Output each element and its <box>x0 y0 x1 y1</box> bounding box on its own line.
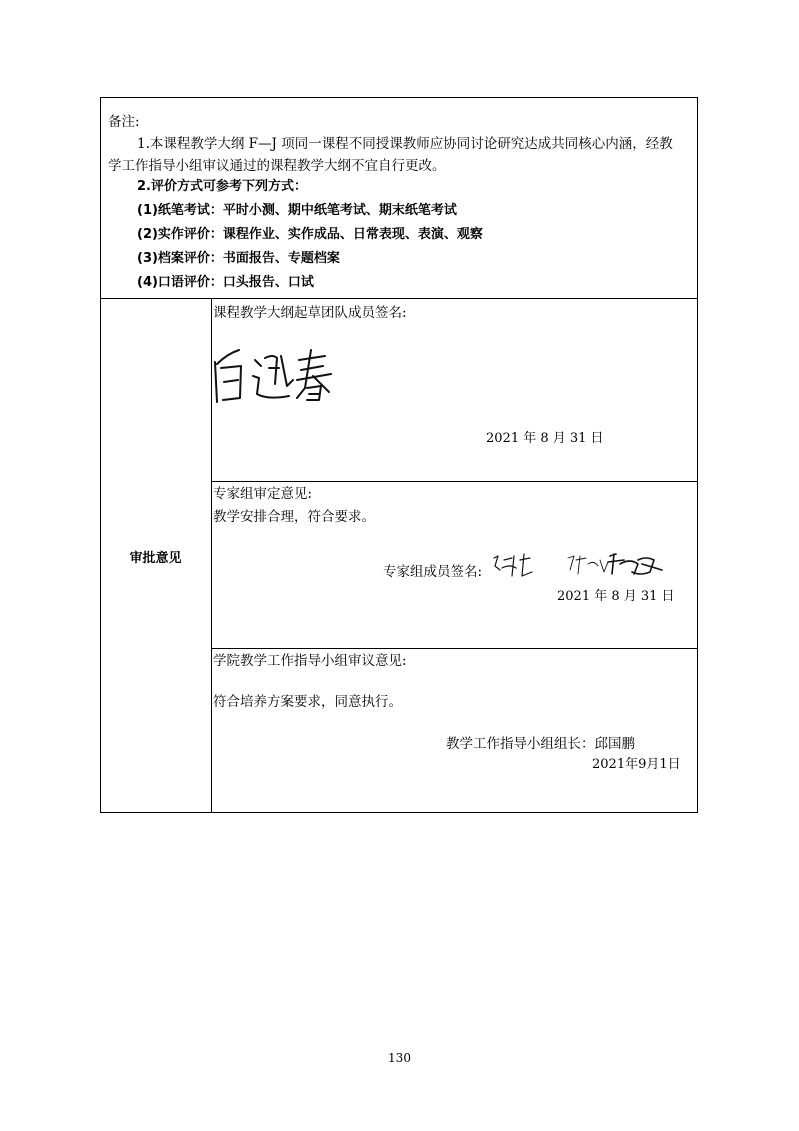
method-item: (3)档案评价：书面报告、专题档案 <box>137 251 340 266</box>
notes-item1-line2: 学工作指导小组审议通过的课程教学大纲不宜自行更改。 <box>108 158 446 174</box>
drafting-title: 课程教学大纲起草团队成员签名: <box>213 305 407 321</box>
expert-opinion: 教学安排合理，符合要求。 <box>213 509 375 525</box>
expert-divider <box>211 648 698 649</box>
expert-signatures <box>490 550 670 582</box>
method-item: (4)口语评价：口头报告、口试 <box>137 275 314 290</box>
notes-item1-line1: 1.本课程教学大纲 F—J 项同一课程不同授课教师应协同讨论研究达成共同核心内涵，经教 <box>137 136 673 152</box>
college-date: 2021年9月1日 <box>592 757 681 772</box>
notes-item2: 2.评价方式可参考下列方式： <box>137 179 307 194</box>
notes-title: 备注: <box>108 114 140 130</box>
expert-title: 专家组审定意见: <box>213 486 313 502</box>
method-item: (1)纸笔考试：平时小测、期中纸笔考试、期末纸笔考试 <box>137 203 457 218</box>
drafting-date: 2021 年 8 月 31 日 <box>486 431 604 446</box>
notes-divider <box>100 298 698 299</box>
expert-date: 2021 年 8 月 31 日 <box>557 589 675 604</box>
college-title: 学院教学工作指导小组审议意见: <box>213 653 407 669</box>
page-number: 130 <box>388 1051 411 1065</box>
approval-label: 审批意见 <box>129 551 182 566</box>
drafting-divider <box>211 481 698 482</box>
drafting-signature <box>207 340 337 410</box>
expert-sign-label: 专家组成员签名: <box>383 564 483 580</box>
college-leader: 教学工作指导小组组长：邱国鹏 <box>446 736 635 752</box>
method-item: (2)实作评价：课程作业、实作成品、日常表现、表演、观察 <box>137 227 483 242</box>
college-opinion: 符合培养方案要求，同意执行。 <box>213 694 402 710</box>
